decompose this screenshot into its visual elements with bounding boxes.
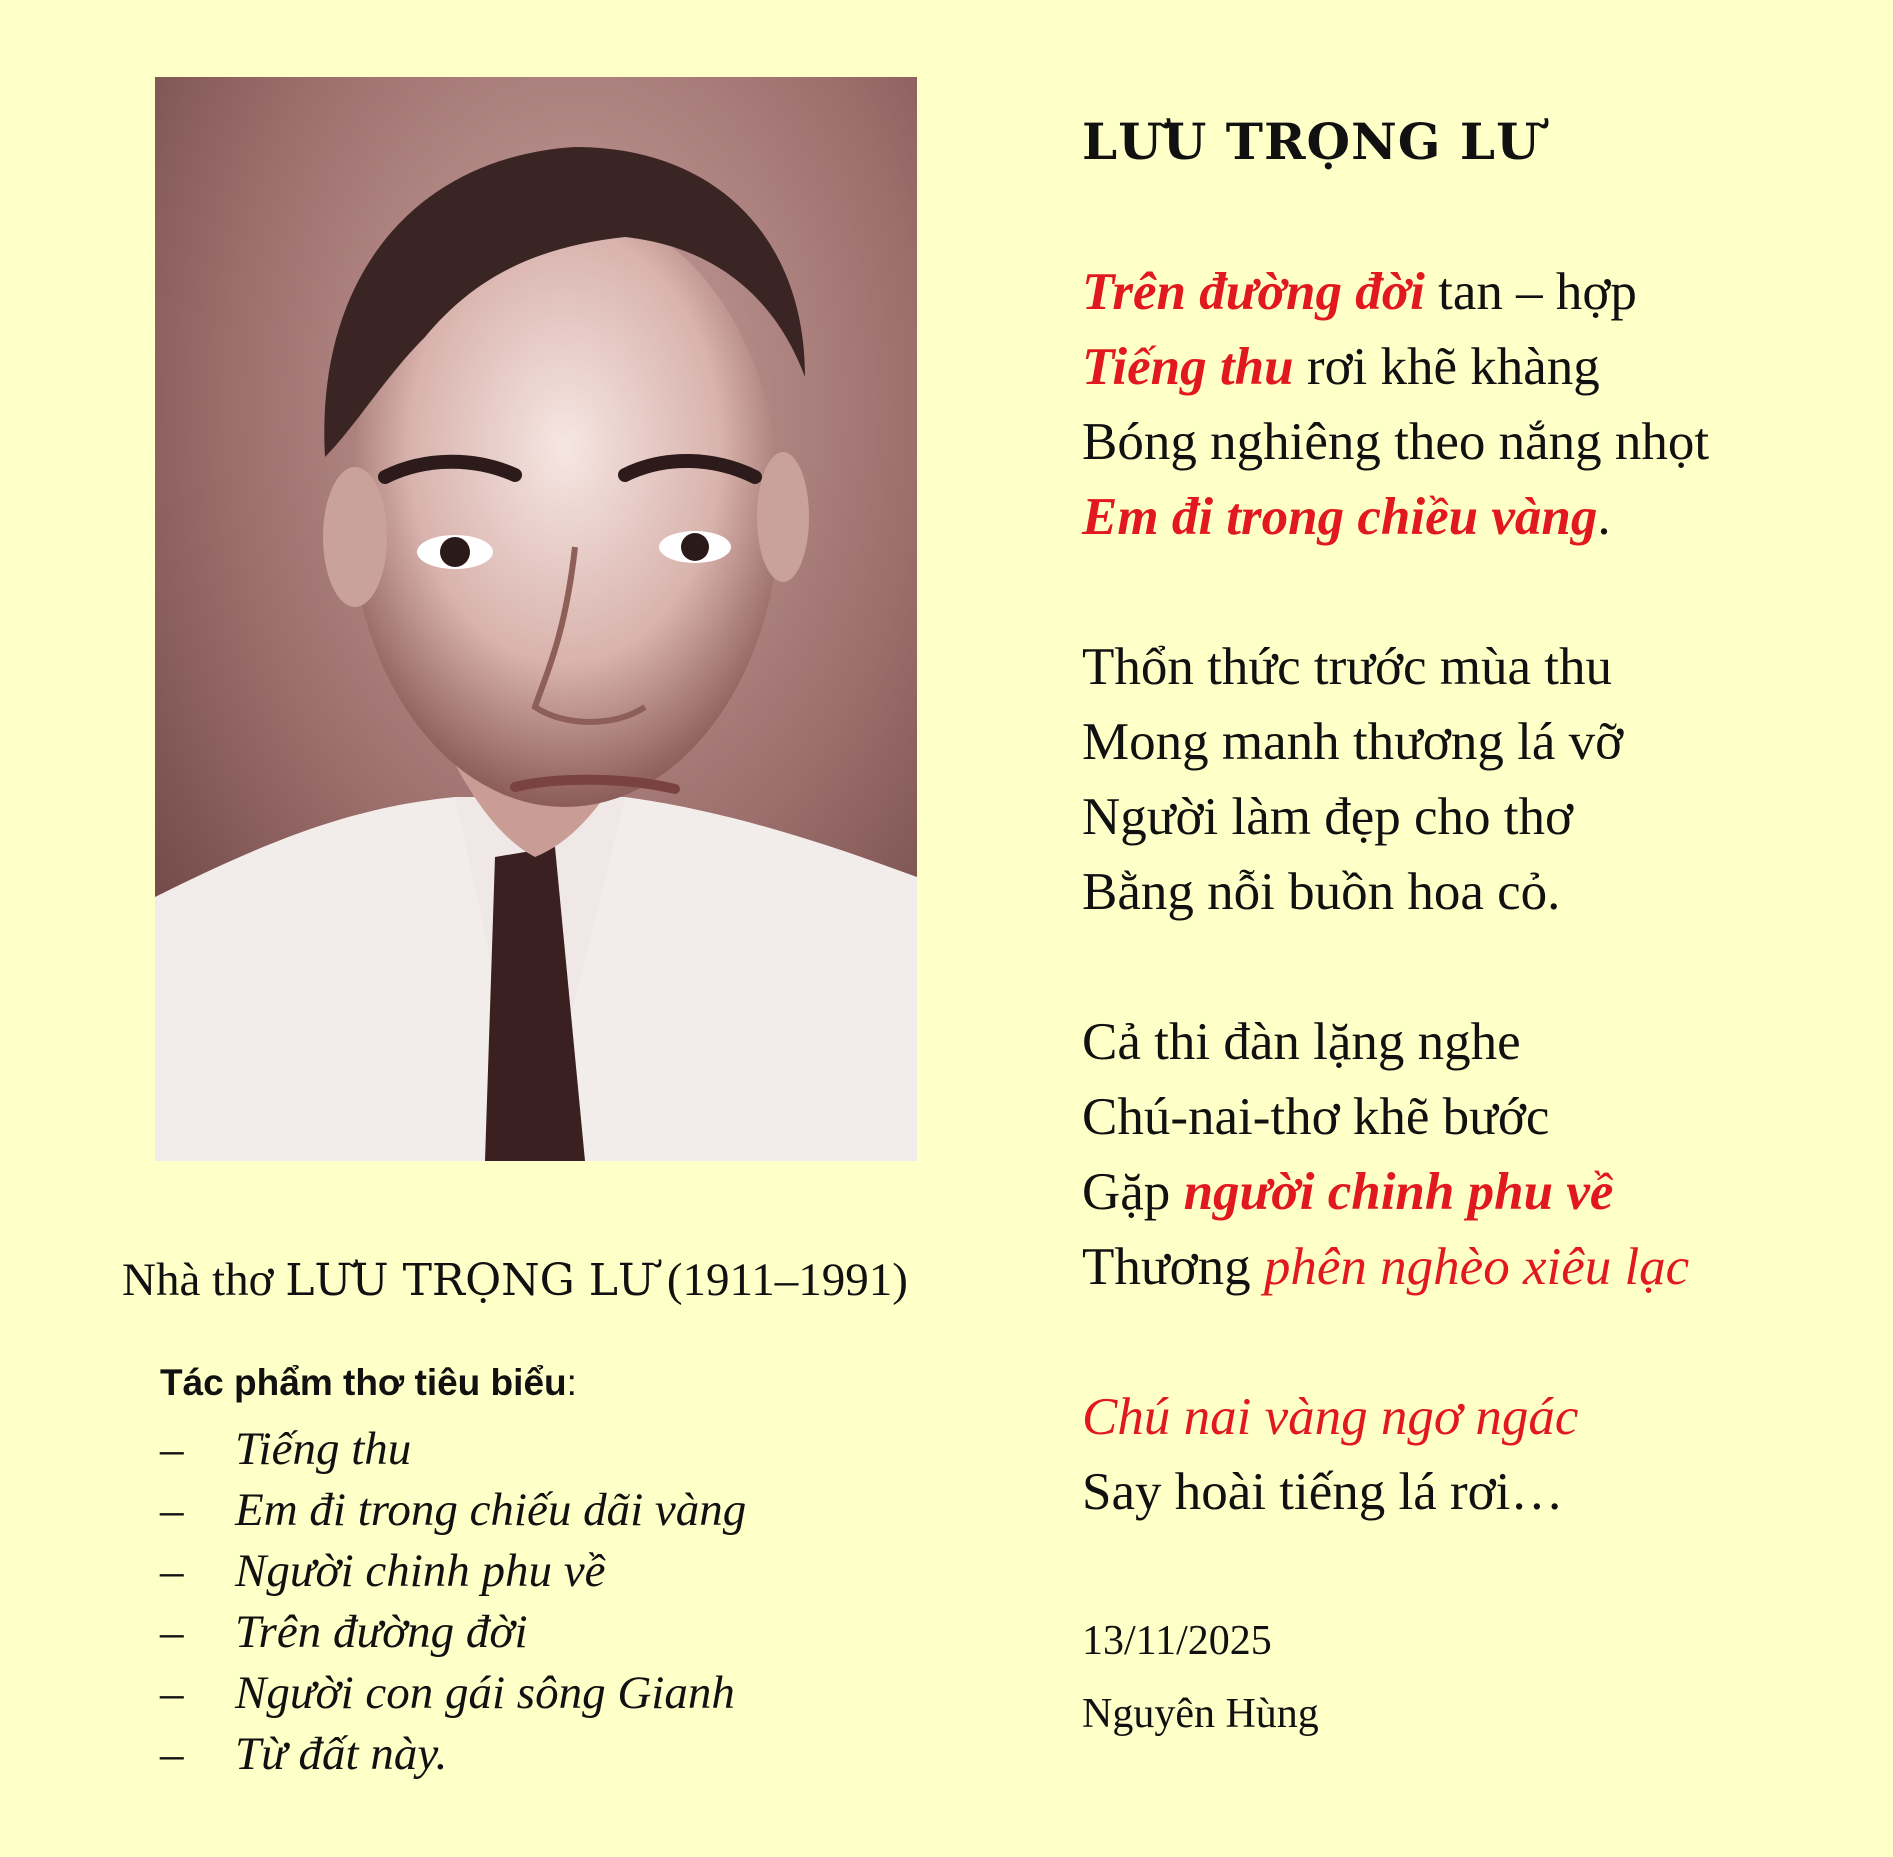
poem-title: LƯU TRỌNG LƯ xyxy=(1082,112,1541,171)
work-title: Người chinh phu về xyxy=(235,1544,606,1597)
list-dash: – xyxy=(160,1727,184,1780)
poem-line: Bằng nỗi buồn hoa cỏ. xyxy=(1082,863,1561,921)
caption-years: (1911–1991) xyxy=(666,1254,908,1306)
works-heading-colon: : xyxy=(566,1362,577,1403)
poem-line xyxy=(1082,1155,1689,1230)
poem-line: Cả thi đàn lặng nghe xyxy=(1082,1013,1521,1071)
highlight-text: Tiếng thu xyxy=(1082,338,1294,396)
work-title: Người con gái sông Gianh xyxy=(235,1666,735,1719)
highlight-text: Trên đường đời xyxy=(1082,263,1425,321)
line-text: rơi khẽ khàng xyxy=(1293,338,1600,396)
list-item xyxy=(160,1662,746,1723)
list-dash: – xyxy=(160,1483,184,1536)
poem-line xyxy=(1082,1230,1689,1305)
poem-line: Say hoài tiếng lá rơi… xyxy=(1082,1463,1564,1521)
work-title: Tiếng thu xyxy=(235,1422,412,1475)
list-item xyxy=(160,1479,746,1540)
list-dash: – xyxy=(160,1666,184,1719)
poem-author: Nguyên Hùng xyxy=(1082,1691,1319,1737)
portrait-photo xyxy=(155,77,917,1161)
line-text: tan – hợp xyxy=(1424,263,1637,321)
highlight-text: Em đi trong chiều vàng xyxy=(1082,488,1598,546)
stanza-4 xyxy=(1082,1380,1578,1530)
poem-line xyxy=(1082,330,1709,405)
line-text: . xyxy=(1597,488,1611,546)
line-text: Thương xyxy=(1082,1238,1264,1296)
line-text: Gặp xyxy=(1082,1163,1184,1221)
highlight-text: người chinh phu về xyxy=(1183,1163,1614,1221)
poem-line: Bóng nghiêng theo nắng nhọt xyxy=(1082,413,1710,471)
stanza-3 xyxy=(1082,1005,1689,1305)
poem-line: Người làm đẹp cho thơ xyxy=(1082,788,1574,846)
portrait-caption xyxy=(122,1253,982,1307)
highlight-text: phên nghèo xiêu lạc xyxy=(1263,1238,1690,1296)
list-dash: – xyxy=(160,1544,184,1597)
poem-line xyxy=(1082,255,1709,330)
poem-date: 13/11/2025 xyxy=(1082,1618,1272,1664)
works-heading-text: Tác phẩm thơ tiêu biểu xyxy=(160,1362,567,1403)
caption-prefix: Nhà thơ xyxy=(122,1254,274,1306)
caption-poet-name: LƯU TRỌNG LƯ xyxy=(285,1255,656,1306)
stanza-1 xyxy=(1082,255,1709,555)
portrait-illustration xyxy=(155,77,917,1161)
list-item xyxy=(160,1601,746,1662)
poem-line: Chú-nai-thơ khẽ bước xyxy=(1082,1088,1550,1146)
work-title: Trên đường đời xyxy=(235,1605,528,1658)
stanza-2 xyxy=(1082,630,1623,930)
list-item xyxy=(160,1723,746,1784)
works-heading xyxy=(160,1362,577,1404)
list-dash: – xyxy=(160,1422,184,1475)
works-list xyxy=(160,1418,746,1784)
work-title: Em đi trong chiếu dãi vàng xyxy=(235,1483,747,1536)
list-item xyxy=(160,1540,746,1601)
poem-line: Thổn thức trước mùa thu xyxy=(1082,638,1612,696)
poem-line xyxy=(1082,480,1709,555)
list-dash: – xyxy=(160,1605,184,1658)
work-title: Từ đất này. xyxy=(235,1727,448,1780)
poem-line: Mong manh thương lá vỡ xyxy=(1082,713,1624,771)
list-item xyxy=(160,1418,746,1479)
poem-line: Chú nai vàng ngơ ngác xyxy=(1082,1388,1579,1446)
